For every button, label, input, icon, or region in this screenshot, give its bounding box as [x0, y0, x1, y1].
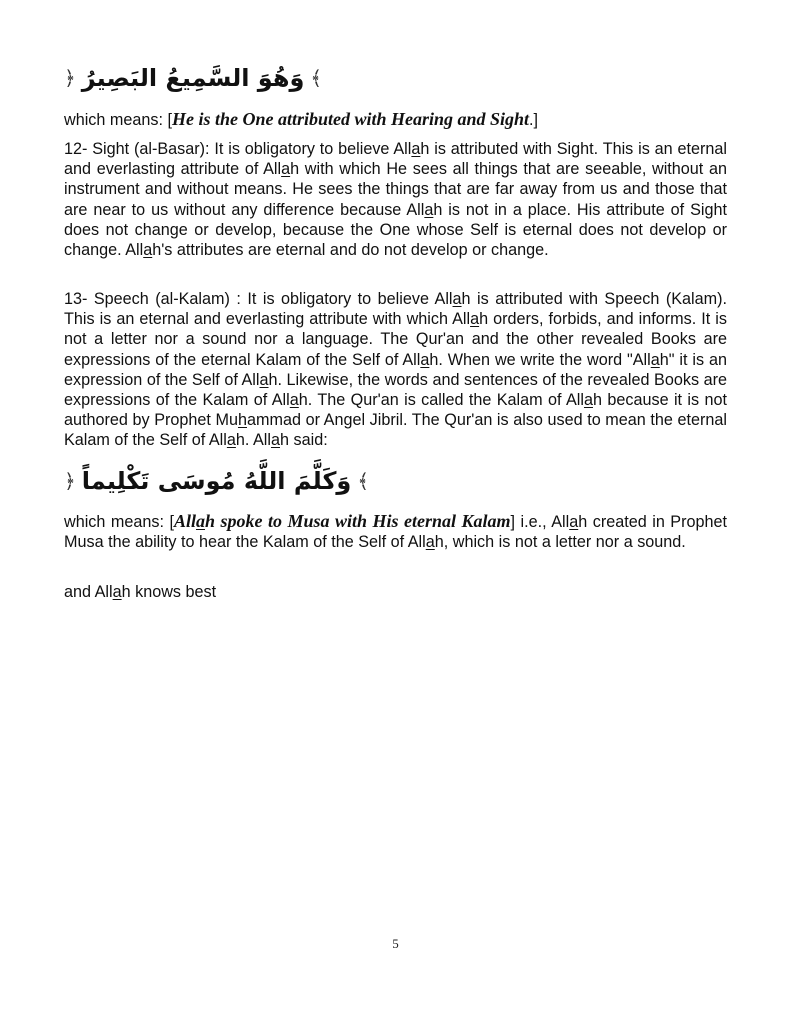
verse-meaning-musa: which means: [Allah spoke to Musa with His eternal Kalam] i.e., Allah created in Prophet Musa the ability to hear the Kalam of the Self of Allah, which is not a letter nor a sound. [64, 511, 728, 552]
paragraph-speech: 13- Speech (al-Kalam) : It is obligatory to believe Allah is attributed with Speech (Kalam). This is an eternal and everlasting attribute with which Allah orders, forbids, and informs. It is not a letter nor a sound nor a language. The Qur'an and the other revealed Books are expressions of the eternal Kalam of the Self of Allah. When we write the word "Allah" it is an expression of the Self of Allah. Likewise, the words and sentences of the revealed Books are expressions of the Kalam of Allah. The Qur'an is called the Kalam of Allah because it is not authored by Prophet Muhammad or Angel Jibril. The Qur'an is also used to mean the eternal Kalam of the Self of Allah. Allah said: [64, 290, 728, 450]
ornate-bracket-icon: ﴿ [64, 469, 76, 493]
arabic-verse-text: وَكَلَّمَ اللَّهُ مُوسَى تَكْلِيماً [81, 467, 352, 495]
quran-verse-hearing-sight [64, 63, 322, 93]
paragraph-sight: 12- Sight (al-Basar): It is obligatory to believe Allah is attributed with Sight. This is an eternal and everlasting attribute of Allah with which He sees all things that are seeable, without an instrument and without means. He sees the things that are far away from us and those that are near to us without any difference because Allah is not in a place. His attribute of Sight does not change or develop, because the One whose Self is eternal does not develop or change. Allah's attributes are eternal and do not develop or change. [64, 140, 727, 260]
closing-line: and Allah knows best [64, 583, 217, 601]
meaning-emphasis: He is the One attributed with Hearing and Sight [171, 109, 530, 129]
page-number: 5 [392, 936, 399, 951]
arabic-verse-text: وَهُوَ السَّمِيعُ البَصِيرُ [81, 64, 305, 92]
ornate-bracket-icon: ﴾ [357, 469, 370, 493]
verse-meaning-hearing-sight: which means: [He is the One attributed with Hearing and Sight.] [64, 109, 539, 129]
ornate-bracket-icon: ﴿ [64, 66, 76, 90]
ornate-bracket-icon: ﴾ [310, 66, 323, 90]
meaning-emphasis: Allah spoke to Musa with His eternal Kalam [173, 511, 511, 531]
quran-verse-musa [64, 466, 369, 496]
